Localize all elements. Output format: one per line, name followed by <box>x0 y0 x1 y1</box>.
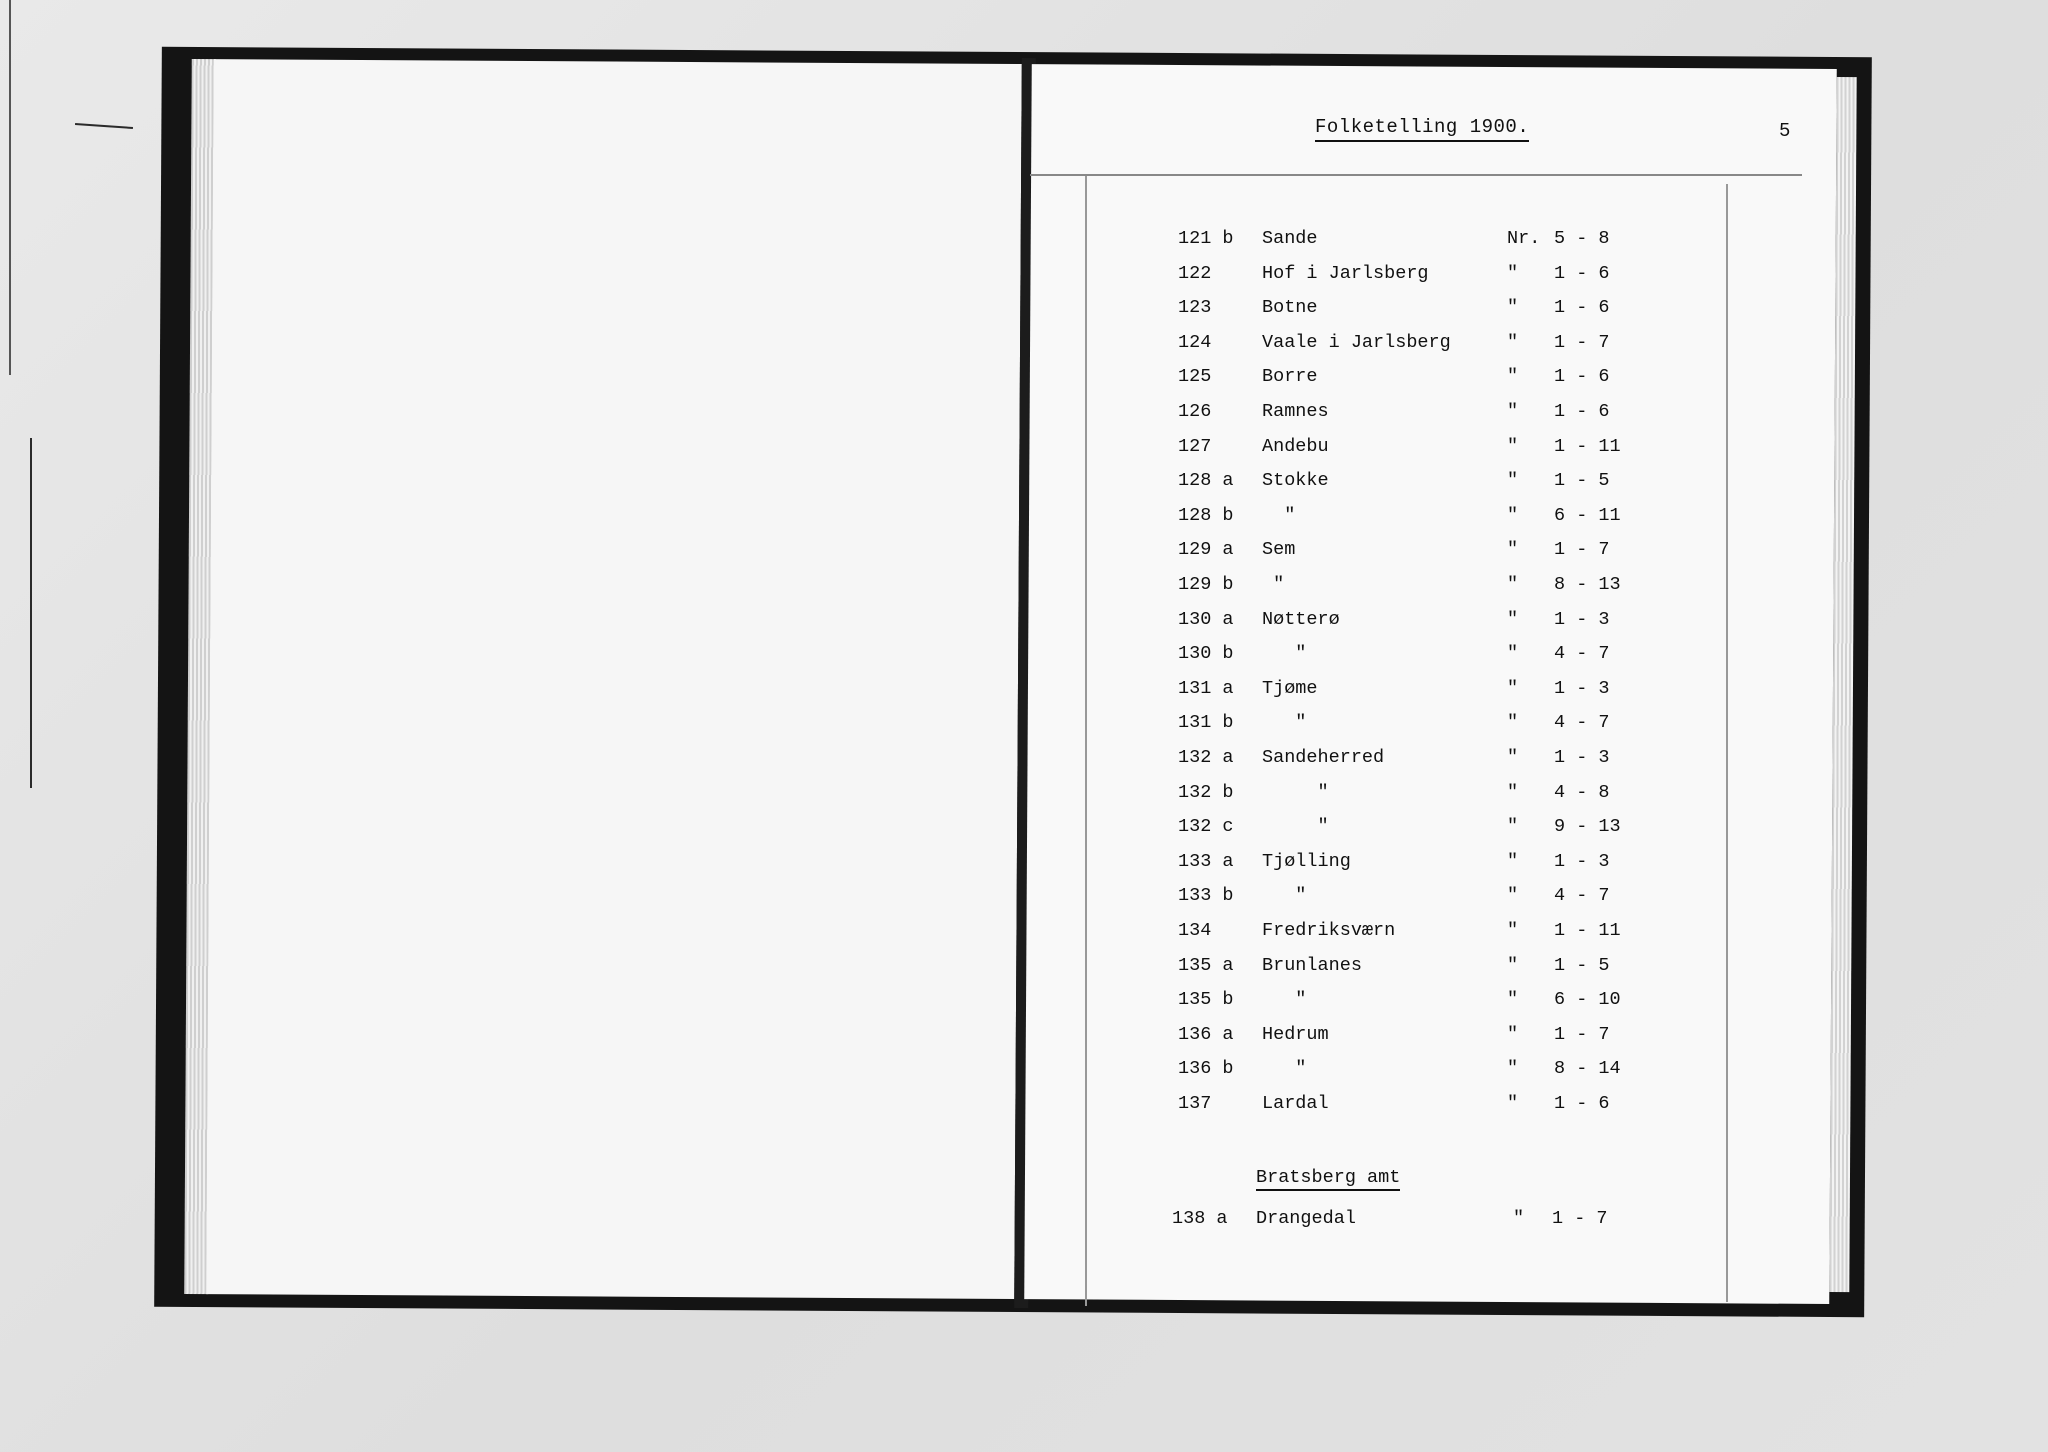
table-row <box>0 1093 2048 1123</box>
number-range: 1 - 3 <box>1554 850 1610 872</box>
number-prefix: " <box>1513 1208 1525 1229</box>
place-name: Stokke <box>1262 470 1329 492</box>
district-number: 133 b <box>1178 885 1234 907</box>
district-number: 124 <box>1178 331 1212 353</box>
district-number: 130 b <box>1178 643 1234 665</box>
table-row <box>0 539 2048 569</box>
number-range: 1 - 7 <box>1554 331 1610 353</box>
place-name: Brunlanes <box>1262 954 1362 976</box>
number-range: 8 - 13 <box>1554 574 1621 595</box>
table-row <box>0 678 2048 708</box>
district-number: 130 a <box>1178 608 1234 630</box>
number-prefix: " <box>1507 1058 1519 1080</box>
table-row <box>0 436 2048 466</box>
table-row <box>0 297 2048 327</box>
number-range: 1 - 11 <box>1554 920 1621 941</box>
district-number: 136 a <box>1178 1023 1234 1045</box>
number-range: 4 - 7 <box>1554 643 1610 665</box>
table-row <box>0 401 2048 431</box>
place-name: " <box>1262 816 1329 838</box>
table-row <box>0 816 2048 846</box>
place-name: " <box>1262 712 1307 734</box>
number-range: 8 - 14 <box>1554 1058 1621 1080</box>
table-row <box>0 920 2048 950</box>
place-name: Vaale i Jarlsberg <box>1262 331 1451 353</box>
number-range: 4 - 7 <box>1554 712 1610 734</box>
number-range: 1 - 6 <box>1554 366 1610 388</box>
number-prefix: " <box>1507 885 1519 907</box>
section-heading: Bratsberg amt <box>1256 1167 1400 1191</box>
district-number: 135 b <box>1178 989 1234 1011</box>
number-prefix: " <box>1507 747 1519 768</box>
district-number: 132 a <box>1178 747 1234 768</box>
district-number: 126 <box>1178 401 1212 422</box>
table-row <box>0 712 2048 742</box>
number-prefix: " <box>1507 539 1519 561</box>
district-number: 136 b <box>1178 1058 1234 1080</box>
table-row <box>0 955 2048 985</box>
number-prefix: " <box>1507 781 1519 803</box>
district-number: 133 a <box>1178 850 1234 872</box>
page-title: Folketelling 1900. <box>1315 116 1529 142</box>
number-range: 1 - 5 <box>1554 954 1610 976</box>
number-prefix: " <box>1507 608 1519 630</box>
number-range: 1 - 11 <box>1554 435 1621 457</box>
number-range: 5 - 8 <box>1554 228 1610 249</box>
table-row <box>0 609 2048 639</box>
number-prefix: " <box>1507 574 1519 595</box>
number-range: 6 - 10 <box>1554 989 1621 1011</box>
place-name: Hedrum <box>1262 1023 1329 1045</box>
number-range: 9 - 13 <box>1554 816 1621 838</box>
district-number: 132 c <box>1178 816 1234 838</box>
district-number: 123 <box>1178 297 1212 319</box>
number-range: 1 - 6 <box>1554 297 1610 319</box>
place-name: " <box>1262 574 1285 595</box>
number-prefix: " <box>1507 504 1519 526</box>
number-prefix: " <box>1507 989 1519 1011</box>
district-number: 128 a <box>1178 470 1234 492</box>
place-name: Ramnes <box>1262 401 1329 422</box>
place-name: Borre <box>1262 366 1318 388</box>
number-range: 1 - 3 <box>1554 608 1610 630</box>
number-prefix: " <box>1507 816 1519 838</box>
place-name: " <box>1262 504 1296 526</box>
district-number: 138 a <box>1172 1208 1228 1229</box>
district-number: 128 b <box>1178 504 1234 526</box>
number-prefix: " <box>1507 920 1519 941</box>
district-number: 137 <box>1178 1093 1212 1114</box>
district-number: 129 a <box>1178 539 1234 561</box>
table-row <box>0 989 2048 1019</box>
number-prefix: " <box>1507 1093 1519 1114</box>
place-name: Andebu <box>1262 435 1329 457</box>
number-prefix: " <box>1507 262 1519 284</box>
number-prefix: " <box>1507 366 1519 388</box>
number-prefix: " <box>1507 470 1519 492</box>
district-number: 131 b <box>1178 712 1234 734</box>
number-range: 4 - 8 <box>1554 781 1610 803</box>
place-name: " <box>1262 1058 1307 1080</box>
table-row <box>0 747 2048 777</box>
number-prefix: " <box>1507 1023 1519 1045</box>
number-range: 1 - 6 <box>1554 262 1610 284</box>
table-row <box>0 574 2048 604</box>
number-prefix: " <box>1507 677 1519 699</box>
number-range: 1 - 7 <box>1554 1023 1610 1045</box>
number-prefix: " <box>1507 643 1519 665</box>
place-name: Botne <box>1262 297 1318 319</box>
district-number: 121 b <box>1178 228 1234 249</box>
page-number: 5 <box>1779 120 1791 142</box>
number-prefix: Nr. <box>1507 228 1541 249</box>
number-range: 1 - 7 <box>1554 539 1610 561</box>
number-range: 1 - 3 <box>1554 747 1610 768</box>
place-name: Tjøme <box>1262 677 1318 699</box>
number-range: 1 - 5 <box>1554 470 1610 492</box>
district-number: 125 <box>1178 366 1212 388</box>
place-name: " <box>1262 989 1307 1011</box>
number-range: 1 - 7 <box>1552 1208 1608 1229</box>
place-name: " <box>1262 781 1329 803</box>
table-row <box>0 263 2048 293</box>
district-number: 122 <box>1178 262 1212 284</box>
place-name: Hof i Jarlsberg <box>1262 262 1429 284</box>
table-row <box>0 228 2048 258</box>
number-prefix: " <box>1507 297 1519 319</box>
number-range: 1 - 6 <box>1554 1093 1610 1114</box>
place-name: Sandeherred <box>1262 747 1385 768</box>
table-row <box>0 1058 2048 1088</box>
place-name: Sem <box>1262 539 1296 561</box>
number-range: 6 - 11 <box>1554 504 1621 526</box>
table-row <box>0 782 2048 812</box>
table-row <box>0 332 2048 362</box>
district-number: 132 b <box>1178 781 1234 803</box>
place-name: Tjølling <box>1262 850 1351 872</box>
place-name: Sande <box>1262 228 1318 249</box>
place-name: Fredriksværn <box>1262 920 1396 941</box>
place-name: Lardal <box>1262 1093 1329 1114</box>
number-range: 1 - 6 <box>1554 401 1610 422</box>
district-number: 127 <box>1178 435 1212 457</box>
district-number: 129 b <box>1178 574 1234 595</box>
table-row <box>0 1208 2048 1238</box>
number-prefix: " <box>1507 954 1519 976</box>
place-name: Nøtterø <box>1262 608 1340 630</box>
district-number: 131 a <box>1178 677 1234 699</box>
district-number: 135 a <box>1178 954 1234 976</box>
table-row <box>0 885 2048 915</box>
number-prefix: " <box>1507 712 1519 734</box>
number-range: 1 - 3 <box>1554 677 1610 699</box>
table-row <box>0 643 2048 673</box>
number-prefix: " <box>1507 331 1519 353</box>
number-range: 4 - 7 <box>1554 885 1610 907</box>
place-name: " <box>1262 643 1307 665</box>
table-row <box>0 366 2048 396</box>
table-row <box>0 851 2048 881</box>
number-prefix: " <box>1507 435 1519 457</box>
table-row <box>0 1024 2048 1054</box>
district-number: 134 <box>1178 920 1212 941</box>
number-prefix: " <box>1507 401 1519 422</box>
place-name: Drangedal <box>1256 1208 1356 1229</box>
place-name: " <box>1262 885 1307 907</box>
table-row <box>0 470 2048 500</box>
table-row <box>0 505 2048 535</box>
number-prefix: " <box>1507 850 1519 872</box>
